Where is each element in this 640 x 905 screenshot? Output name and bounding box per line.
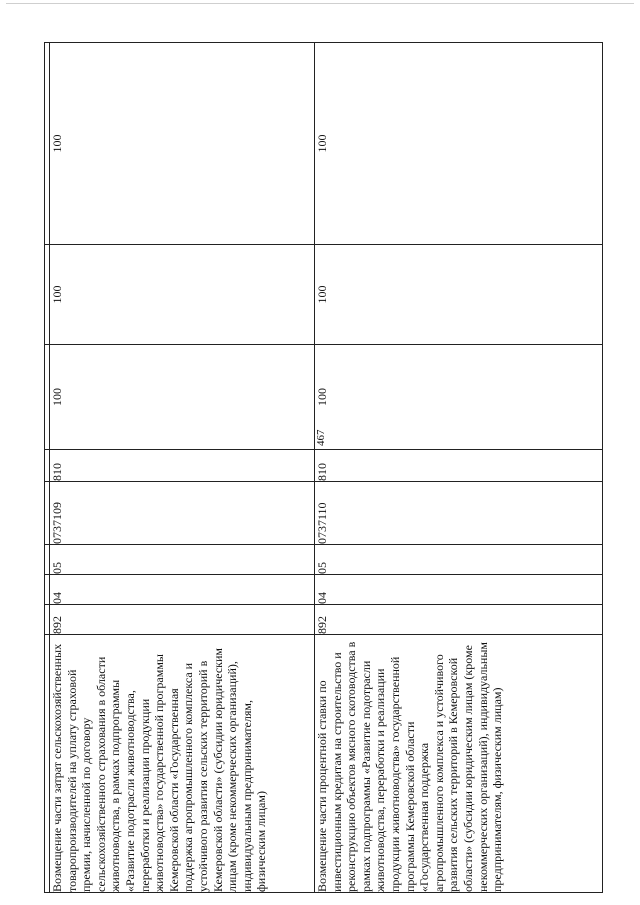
ministry-code-cell — [50, 605, 315, 635]
section-code: 04 — [315, 592, 329, 604]
rotated-table-container — [44, 43, 603, 893]
subsection-code: 05 — [50, 562, 64, 574]
table-row — [315, 43, 603, 893]
table-row — [50, 43, 315, 893]
value-2: 100 — [315, 245, 603, 345]
budget-table — [44, 42, 603, 893]
ministry-code: 892 — [315, 616, 329, 634]
value-3: 100 — [50, 43, 315, 245]
target-code-cell — [315, 482, 603, 545]
value-1: 100 — [315, 345, 603, 450]
target-code-cell — [50, 482, 315, 545]
value-1: 100 — [50, 345, 315, 450]
subsection-cell — [50, 545, 315, 575]
target-code: 0737110 — [315, 502, 329, 544]
expense-type-cell — [50, 450, 315, 482]
section-cell — [315, 575, 603, 605]
subsection-cell — [315, 545, 603, 575]
target-code: 0737109 — [50, 502, 64, 544]
value-2: 100 — [50, 245, 315, 345]
value-3: 100 — [315, 43, 603, 245]
row-description: Возмещение части затрат сельскохозяйственных товаропроизводителей на уплату страховой премии, начисленной по договору сельскохозяйственного страхования в области животноводства, в рамках подпрограммы «Развитие подотрасли животноводства, переработки и реализации продукции животноводства» государственной программы Кемеровской области «Государственная поддержка агропромышленного комплекса и устойчивого развития сельских территорий в Кемеровской области» (субсидии юридическим лицам (кроме некоммерческих организаций), индивидуальным предпринимателям, физическим лицам) — [50, 635, 315, 893]
subsection-code: 05 — [315, 562, 329, 574]
section-cell — [50, 575, 315, 605]
page-number: 467 — [315, 429, 327, 446]
expense-type-code: 810 — [50, 463, 64, 481]
row-description: Возмещение части процентной ставки по инвестиционным кредитам на строительство и реконструкцию объектов мясного скотоводства в рамках подпрограммы «Развитие подотрасли животноводства, переработки и реализации продукции животноводства» государственной программы Кемеровской области «Государственная поддержка агропромышленного комплекса и устойчивого развития сельских территорий в Кемеровской области» (субсидии юридическим лицам (кроме некоммерческих организаций), индивидуальным предпринимателям, физическим лицам) — [315, 635, 603, 893]
ministry-code: 892 — [50, 616, 64, 634]
section-code: 04 — [50, 592, 64, 604]
expense-type-code: 810 — [315, 463, 329, 481]
expense-type-cell — [315, 450, 603, 482]
ministry-code-cell — [315, 605, 603, 635]
top-rule — [6, 3, 634, 4]
